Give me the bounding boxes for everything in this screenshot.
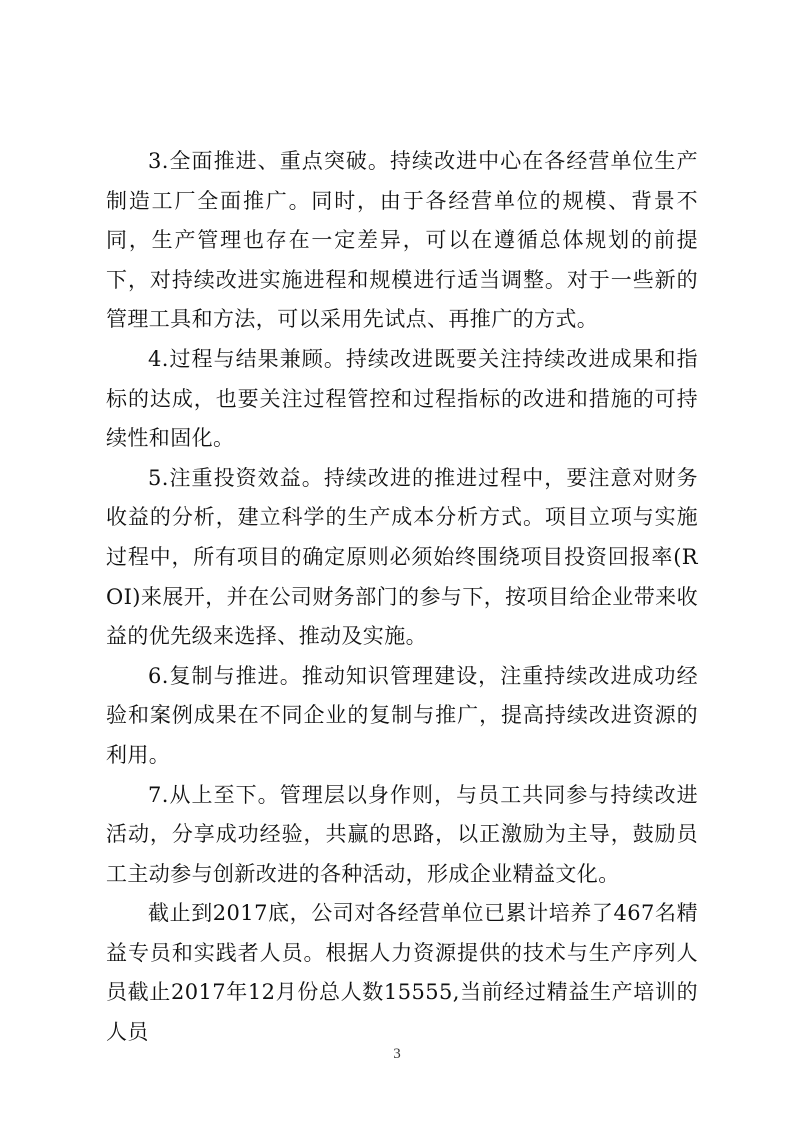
paragraph-principle-5: 5.注重投资效益。持续改进的推进过程中，要注意对财务收益的分析，建立科学的生产成本分析方式。项目立项与实施过程中，所有项目的确定原则必须始终围绕项目投资回报率(ROI)来展开，并在公司财务部门的参与下，按项目给企业带来收益的优先级来选择、推动及实施。 bbox=[106, 465, 698, 649]
page-number: 3 bbox=[393, 1046, 401, 1062]
paragraph-principle-6: 6.复制与推进。推动知识管理建设，注重持续改进成功经验和案例成果在不同企业的复制与推广，提高持续改进资源的利用。 bbox=[106, 663, 698, 767]
paragraph-training-summary: 截止到2017底，公司对各经营单位已累计培养了467名精益专员和实践者人员。根据人力资源提供的技术与生产序列人员截止2017年12月份总人数15555,当前经过精益生产培训的人员 bbox=[106, 901, 698, 1045]
document-page bbox=[106, 142, 698, 1053]
paragraph-principle-4: 4.过程与结果兼顾。持续改进既要关注持续改进成果和指标的达成，也要关注过程管控和过程指标的改进和措施的可持续性和固化。 bbox=[106, 346, 698, 451]
paragraph-principle-7: 7.从上至下。管理层以身作则，与员工共同参与持续改进活动，分享成功经验，共赢的思路，以正激励为主导，鼓励员工主动参与创新改进的各种活动，形成企业精益文化。 bbox=[106, 782, 698, 886]
paragraph-principle-3: 3.全面推进、重点突破。持续改进中心在各经营单位生产制造工厂全面推广。同时，由于各经营单位的规模、背景不同，生产管理也存在一定差异，可以在遵循总体规划的前提下，对持续改进实施进程和规模进行适当调整。对于一些新的管理工具和方法，可以采用先试点、再推广的方式。 bbox=[106, 149, 698, 332]
